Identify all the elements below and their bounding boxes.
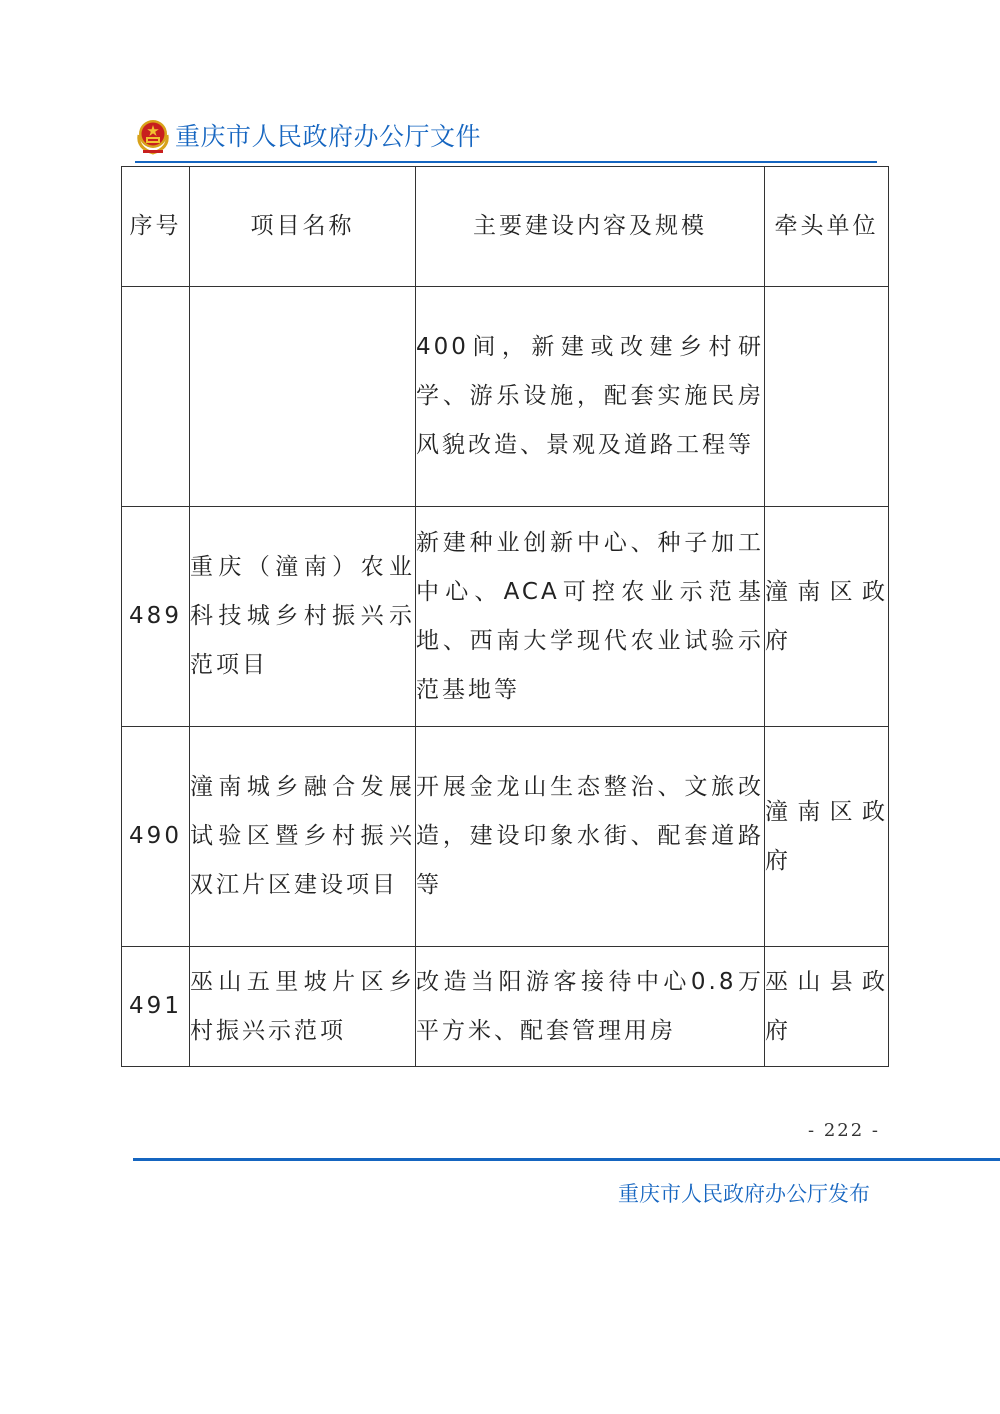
footer-publisher: 重庆市人民政府办公厅发布: [618, 1182, 870, 1206]
row-number: 491: [122, 947, 190, 1067]
footer-divider: [133, 1158, 1000, 1161]
row-content: 400间，新建或改建乡村研学、游乐设施，配套实施民房风貌改造、景观及道路工程等: [416, 287, 765, 507]
table-row: [122, 507, 889, 727]
header-divider: [135, 161, 877, 163]
row-content: 新建种业创新中心、种子加工中心、ACA可控农业示范基地、西南大学现代农业试验示范基地等: [416, 507, 765, 727]
table-row: [122, 947, 889, 1067]
row-project-name: 重庆（潼南）农业科技城乡村振兴示范项目: [190, 507, 416, 727]
row-lead-unit: 潼南区政府: [765, 507, 889, 727]
row-content: 开展金龙山生态整治、文旅改造，建设印象水街、配套道路等: [416, 727, 765, 947]
row-project-name: 潼南城乡融合发展试验区暨乡村振兴双江片区建设项目: [190, 727, 416, 947]
row-number: [122, 287, 190, 507]
row-lead-unit: 潼南区政府: [765, 727, 889, 947]
project-table: [121, 166, 889, 1067]
table-header-row: [122, 167, 889, 287]
row-number: 489: [122, 507, 190, 727]
row-lead-unit: 巫山县政府: [765, 947, 889, 1067]
col-header-project-name: 项目名称: [190, 167, 416, 287]
national-emblem-icon: [135, 115, 171, 155]
row-project-name: [190, 287, 416, 507]
row-lead-unit: [765, 287, 889, 507]
document-header: [135, 112, 880, 158]
col-header-content: 主要建设内容及规模: [416, 167, 765, 287]
row-project-name: 巫山五里坡片区乡村振兴示范项: [190, 947, 416, 1067]
row-number: 490: [122, 727, 190, 947]
col-header-lead-unit: 牵头单位: [765, 167, 889, 287]
row-content: 改造当阳游客接待中心0.8万平方米、配套管理用房: [416, 947, 765, 1067]
header-title: 重庆市人民政府办公厅文件: [175, 122, 482, 151]
table-row: [122, 287, 889, 507]
table-row: [122, 727, 889, 947]
col-header-number: 序号: [122, 167, 190, 287]
page-number: - 222 -: [808, 1120, 880, 1141]
